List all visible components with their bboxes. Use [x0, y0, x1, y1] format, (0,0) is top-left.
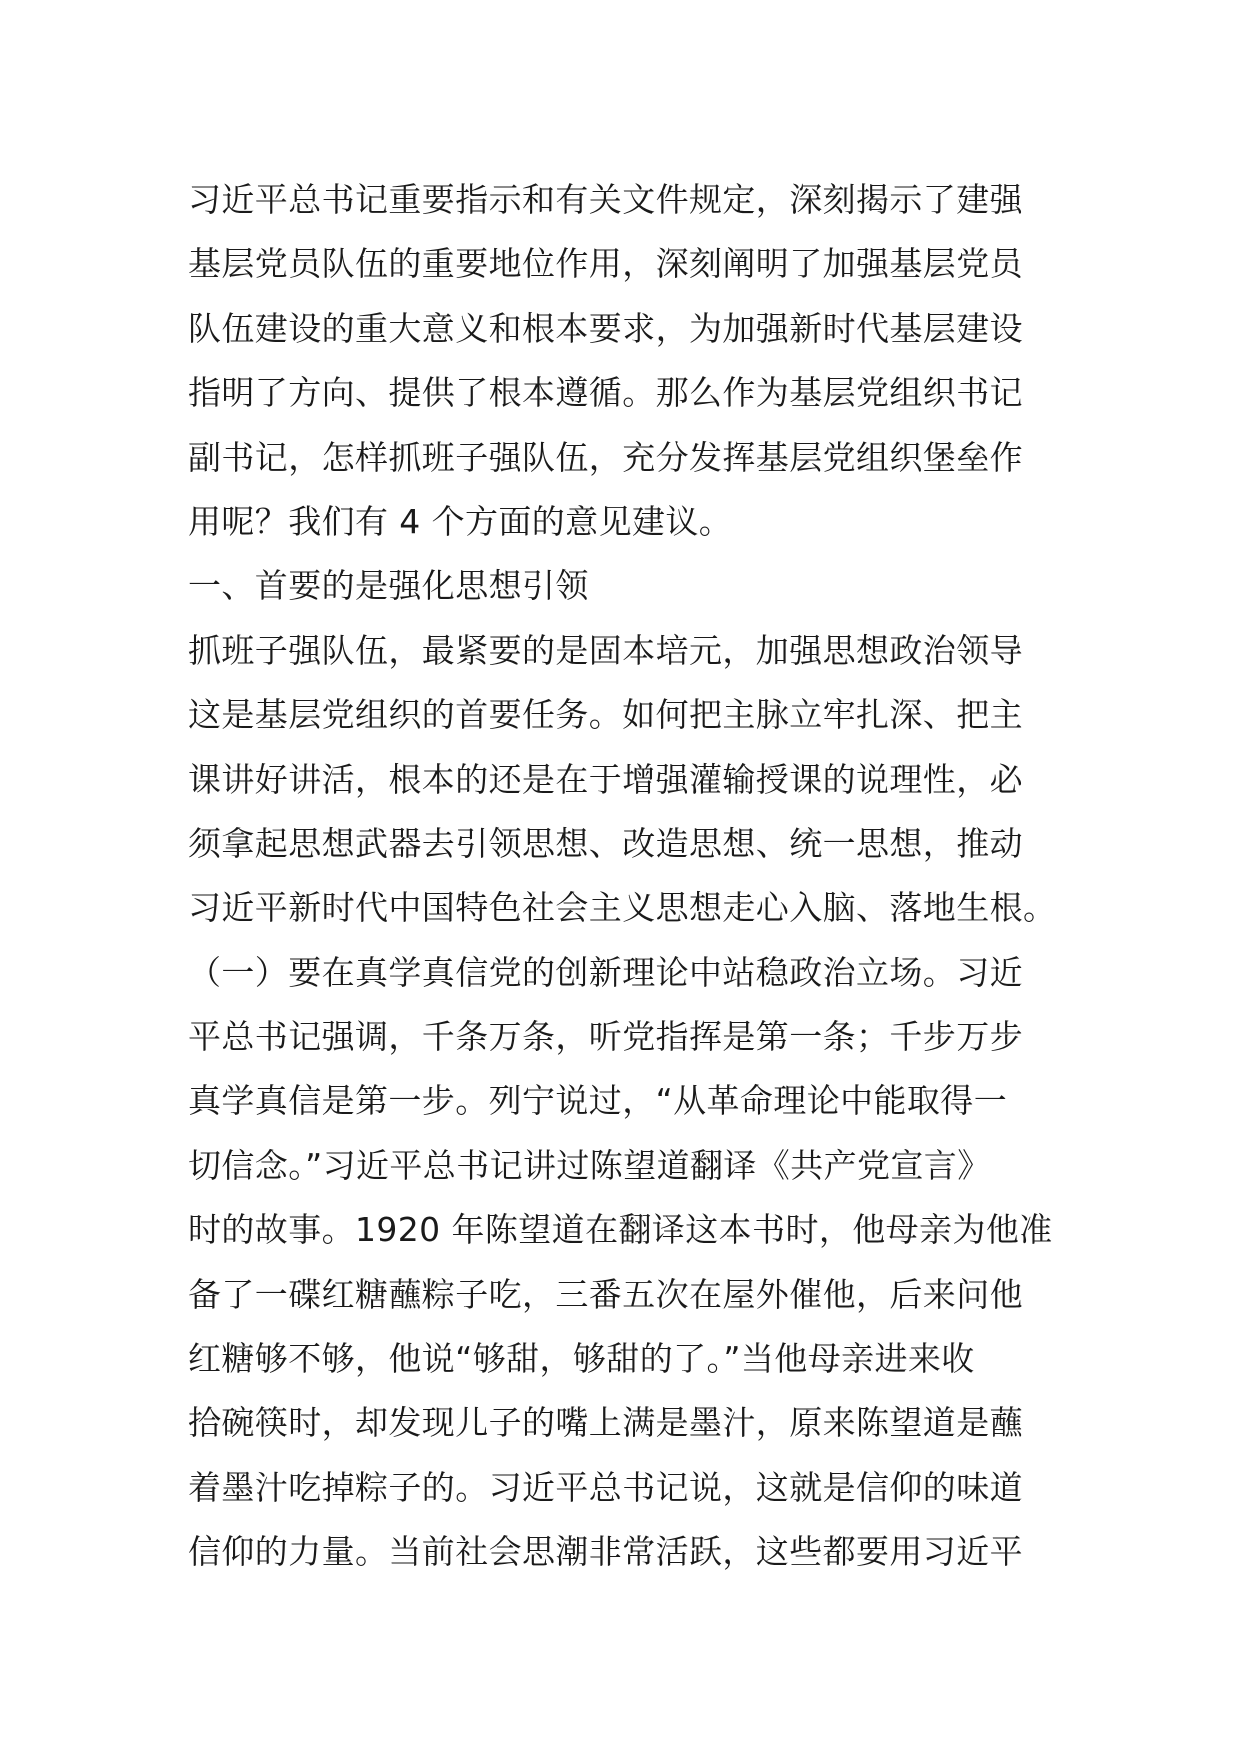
- text-line: 指明了方向、提供了根本遵循。那么作为基层党组织书记: [188, 373, 1023, 413]
- text-line: 拾碗筷时，却发现儿子的嘴上满是墨汁，原来陈望道是蘸: [188, 1403, 1023, 1443]
- text-line: 副书记，怎样抓班子强队伍，充分发挥基层党组织堡垒作: [188, 437, 1023, 477]
- section-heading: 一、首要的是强化思想引领: [188, 566, 589, 606]
- text-line: 课讲好讲活，根本的还是在于增强灌输授课的说理性，必: [188, 759, 1023, 799]
- text-line: 时的故事。1920 年陈望道在翻译这本书时，他母亲为他准: [188, 1210, 1053, 1250]
- text-line: 平总书记强调，千条万条，听党指挥是第一条；千步万步: [188, 1017, 1023, 1057]
- text-line: 队伍建设的重大意义和根本要求，为加强新时代基层建设: [188, 308, 1023, 348]
- body-text: [188, 168, 1068, 1585]
- text-line: 习近平新时代中国特色社会主义思想走心入脑、落地生根。: [188, 888, 1057, 928]
- subsection-line: （一）要在真学真信党的创新理论中站稳政治立场。习近: [188, 952, 1023, 992]
- text-line: 用呢？我们有 4 个方面的意见建议。: [188, 501, 733, 541]
- text-line: 抓班子强队伍，最紧要的是固本培元，加强思想政治领导: [188, 630, 1023, 670]
- text-line: 红糖够不够，他说“够甜，够甜的了。”当他母亲进来收: [188, 1339, 975, 1379]
- text-line: 真学真信是第一步。列宁说过，“从革命理论中能取得一: [188, 1081, 1008, 1121]
- text-line: 备了一碟红糖蘸粽子吃，三番五次在屋外催他，后来问他: [188, 1274, 1023, 1314]
- text-line: 切信念。”习近平总书记讲过陈望道翻译《共产党宣言》: [188, 1145, 991, 1185]
- text-line: 须拿起思想武器去引领思想、改造思想、统一思想，推动: [188, 823, 1023, 863]
- text-line: 习近平总书记重要指示和有关文件规定，深刻揭示了建强: [188, 180, 1023, 219]
- text-line: 基层党员队伍的重要地位作用，深刻阐明了加强基层党员: [188, 244, 1023, 284]
- text-line: 信仰的力量。当前社会思潮非常活跃，这些都要用习近平: [188, 1532, 1023, 1572]
- text-line: 着墨汁吃掉粽子的。习近平总书记说，这就是信仰的味道: [188, 1467, 1023, 1507]
- text-line: 这是基层党组织的首要任务。如何把主脉立牢扎深、把主: [188, 695, 1023, 735]
